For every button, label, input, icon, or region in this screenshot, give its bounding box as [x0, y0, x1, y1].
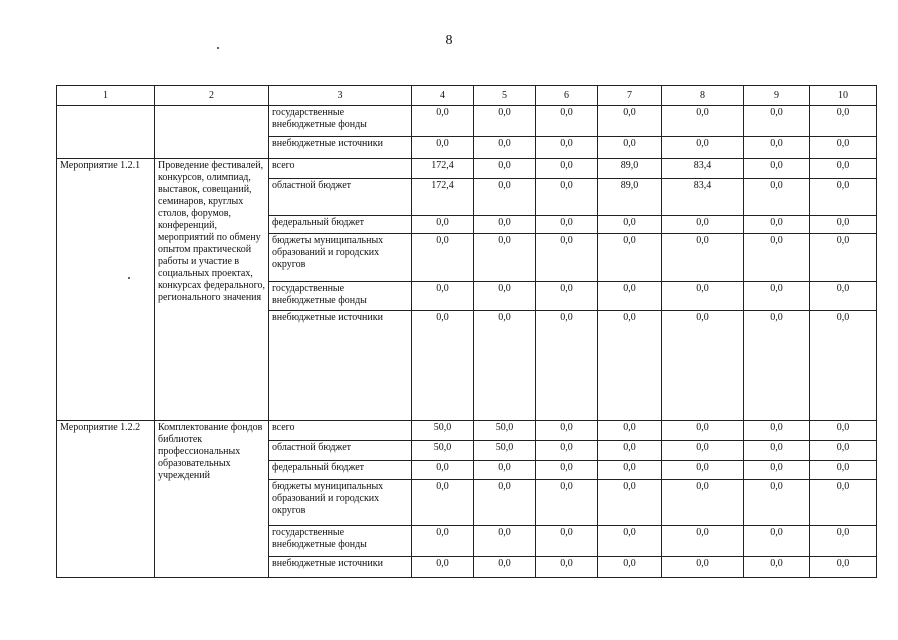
col-header: 3 [269, 86, 412, 106]
amount-cell: 172,4 [412, 179, 474, 216]
amount-cell: 0,0 [662, 461, 744, 480]
measure-name: Комплектование фондов библиотек профессиональных образовательных учреждений [155, 421, 269, 578]
funding-source: всего [269, 159, 412, 179]
table-row [57, 421, 877, 441]
funding-source: государственные внебюджетные фонды [269, 282, 412, 311]
amount-cell: 0,0 [598, 234, 662, 282]
amount-cell: 0,0 [598, 216, 662, 234]
amount-cell: 0,0 [536, 441, 598, 461]
measure-code: Мероприятие 1.2.2 [57, 421, 155, 578]
col-header: 8 [662, 86, 744, 106]
amount-cell: 0,0 [536, 137, 598, 159]
amount-cell: 0,0 [744, 179, 810, 216]
amount-cell: 0,0 [598, 311, 662, 421]
amount-cell: 0,0 [474, 137, 536, 159]
amount-cell: 0,0 [662, 480, 744, 526]
col-header: 6 [536, 86, 598, 106]
amount-cell: 0,0 [744, 461, 810, 480]
amount-cell: 0,0 [412, 106, 474, 137]
amount-cell: 0,0 [598, 282, 662, 311]
amount-cell: 0,0 [810, 159, 877, 179]
funding-source: всего [269, 421, 412, 441]
amount-cell: 0,0 [536, 421, 598, 441]
amount-cell: 0,0 [474, 216, 536, 234]
amount-cell: 0,0 [474, 480, 536, 526]
amount-cell: 0,0 [662, 216, 744, 234]
amount-cell: 0,0 [810, 137, 877, 159]
funding-source: бюджеты муниципальных образований и городских округов [269, 480, 412, 526]
amount-cell: 0,0 [536, 480, 598, 526]
amount-cell: 0,0 [810, 282, 877, 311]
amount-cell: 0,0 [598, 557, 662, 578]
amount-cell: 0,0 [662, 441, 744, 461]
amount-cell: 0,0 [536, 216, 598, 234]
amount-cell: 0,0 [598, 421, 662, 441]
amount-cell: 0,0 [810, 106, 877, 137]
amount-cell: 0,0 [474, 234, 536, 282]
col-header: 5 [474, 86, 536, 106]
amount-cell: 0,0 [412, 461, 474, 480]
amount-cell: 0,0 [810, 480, 877, 526]
amount-cell: 0,0 [536, 526, 598, 557]
funding-source: внебюджетные источники [269, 137, 412, 159]
amount-cell: 0,0 [536, 282, 598, 311]
amount-cell: 0,0 [810, 216, 877, 234]
amount-cell: 50,0 [474, 441, 536, 461]
funding-source: областной бюджет [269, 441, 412, 461]
funding-source: областной бюджет [269, 179, 412, 216]
header-row [57, 86, 877, 106]
amount-cell: 0,0 [744, 421, 810, 441]
funding-source: бюджеты муниципальных образований и городских округов [269, 234, 412, 282]
amount-cell: 0,0 [474, 282, 536, 311]
amount-cell: 0,0 [662, 526, 744, 557]
amount-cell: 0,0 [474, 526, 536, 557]
table-row [57, 159, 877, 179]
measure-code: Мероприятие 1.2.1 [57, 159, 155, 421]
table-row [57, 106, 877, 137]
funding-source: государственные внебюджетные фонды [269, 106, 412, 137]
amount-cell: 0,0 [412, 137, 474, 159]
amount-cell: 0,0 [810, 179, 877, 216]
amount-cell: 0,0 [744, 159, 810, 179]
amount-cell: 0,0 [810, 234, 877, 282]
col-header: 9 [744, 86, 810, 106]
amount-cell: 0,0 [662, 106, 744, 137]
amount-cell: 83,4 [662, 159, 744, 179]
amount-cell: 0,0 [536, 179, 598, 216]
amount-cell: 0,0 [810, 557, 877, 578]
amount-cell: 0,0 [810, 421, 877, 441]
amount-cell: 0,0 [474, 311, 536, 421]
amount-cell: 0,0 [598, 461, 662, 480]
col-header: 4 [412, 86, 474, 106]
amount-cell: 0,0 [662, 234, 744, 282]
col-header: 10 [810, 86, 877, 106]
amount-cell: 0,0 [412, 557, 474, 578]
amount-cell: 0,0 [412, 480, 474, 526]
amount-cell: 0,0 [662, 137, 744, 159]
amount-cell: 0,0 [598, 441, 662, 461]
amount-cell: 0,0 [536, 106, 598, 137]
amount-cell: 0,0 [744, 441, 810, 461]
amount-cell: 0,0 [744, 137, 810, 159]
amount-cell: 0,0 [662, 282, 744, 311]
amount-cell: 0,0 [536, 311, 598, 421]
amount-cell: 0,0 [810, 441, 877, 461]
amount-cell: 89,0 [598, 159, 662, 179]
amount-cell: 0,0 [412, 216, 474, 234]
scan-speck [217, 47, 219, 49]
funding-source: федеральный бюджет [269, 461, 412, 480]
amount-cell: 0,0 [744, 234, 810, 282]
amount-cell: 50,0 [412, 441, 474, 461]
amount-cell: 0,0 [744, 526, 810, 557]
amount-cell: 0,0 [536, 461, 598, 480]
amount-cell: 0,0 [744, 557, 810, 578]
amount-cell: 0,0 [412, 282, 474, 311]
funding-source: государственные внебюджетные фонды [269, 526, 412, 557]
amount-cell: 0,0 [662, 311, 744, 421]
amount-cell: 0,0 [536, 159, 598, 179]
amount-cell: 0,0 [598, 526, 662, 557]
amount-cell: 0,0 [744, 216, 810, 234]
measure-code [57, 106, 155, 159]
amount-cell: 0,0 [744, 106, 810, 137]
amount-cell: 0,0 [412, 526, 474, 557]
amount-cell: 0,0 [810, 311, 877, 421]
measure-name [155, 106, 269, 159]
amount-cell: 0,0 [744, 480, 810, 526]
budget-table [56, 85, 877, 578]
amount-cell: 0,0 [598, 137, 662, 159]
amount-cell: 0,0 [474, 179, 536, 216]
col-header: 1 [57, 86, 155, 106]
budget-table-body [57, 86, 877, 578]
col-header: 2 [155, 86, 269, 106]
col-header: 7 [598, 86, 662, 106]
amount-cell: 89,0 [598, 179, 662, 216]
amount-cell: 172,4 [412, 159, 474, 179]
amount-cell: 0,0 [536, 234, 598, 282]
amount-cell: 0,0 [474, 106, 536, 137]
amount-cell: 0,0 [662, 421, 744, 441]
amount-cell: 0,0 [536, 557, 598, 578]
amount-cell: 0,0 [474, 557, 536, 578]
page-number: 8 [445, 33, 453, 48]
amount-cell: 0,0 [412, 311, 474, 421]
amount-cell: 0,0 [810, 526, 877, 557]
amount-cell: 83,4 [662, 179, 744, 216]
amount-cell: 0,0 [744, 311, 810, 421]
amount-cell: 0,0 [474, 461, 536, 480]
amount-cell: 50,0 [412, 421, 474, 441]
amount-cell: 0,0 [744, 282, 810, 311]
funding-source: федеральный бюджет [269, 216, 412, 234]
amount-cell: 0,0 [662, 557, 744, 578]
amount-cell: 0,0 [598, 106, 662, 137]
amount-cell: 0,0 [810, 461, 877, 480]
amount-cell: 0,0 [598, 480, 662, 526]
amount-cell: 0,0 [474, 159, 536, 179]
measure-name: Проведение фестивалей, конкурсов, олимпиад, выставок, совещаний, семинаров, круглых столов, форумов, конференций, мероприятий по обмену опытом практической работы и участие в социальных проектах, конкурсах федерального, регионального значения [155, 159, 269, 421]
funding-source: внебюджетные источники [269, 557, 412, 578]
funding-source: внебюджетные источники [269, 311, 412, 421]
amount-cell: 50,0 [474, 421, 536, 441]
amount-cell: 0,0 [412, 234, 474, 282]
